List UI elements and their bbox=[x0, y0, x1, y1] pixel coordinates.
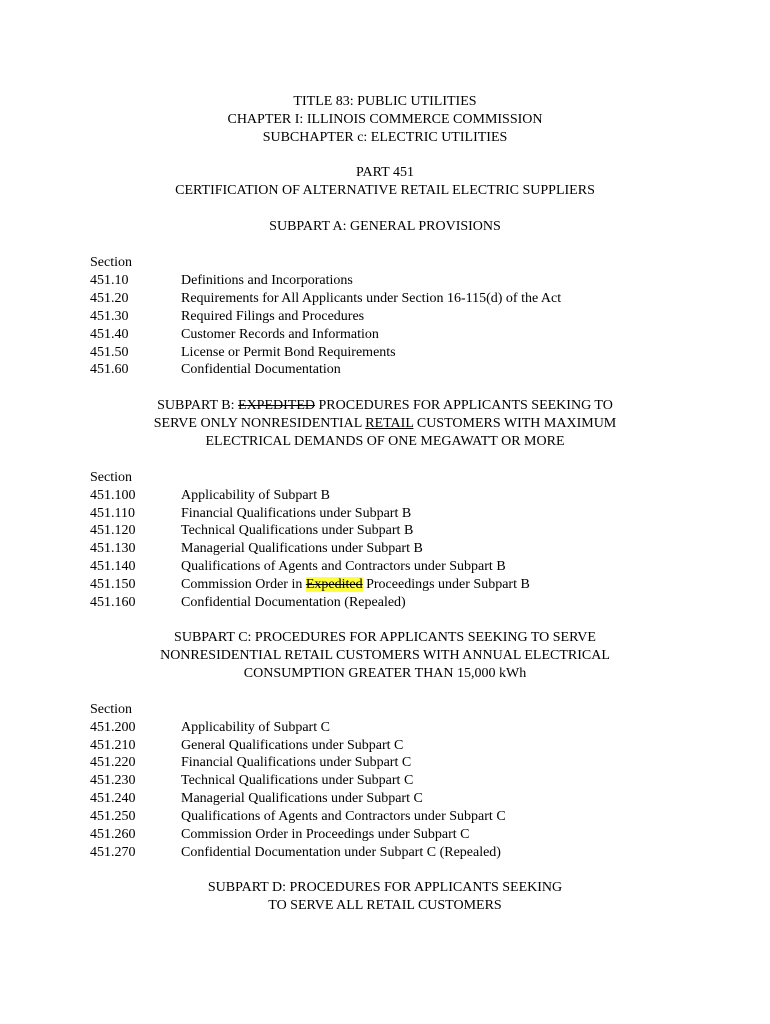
part-number: PART 451 bbox=[356, 165, 414, 180]
section-number: 451.260 bbox=[90, 827, 136, 842]
section-number: 451.250 bbox=[90, 809, 136, 824]
part-title: CERTIFICATION OF ALTERNATIVE RETAIL ELECTRIC SUPPLIERS bbox=[175, 183, 595, 198]
inserted-text: RETAIL bbox=[365, 416, 414, 431]
section-title: Customer Records and Information bbox=[181, 327, 379, 342]
section-label: Section bbox=[90, 702, 132, 717]
heading-text: SUBPART B: bbox=[157, 398, 239, 413]
section-number: 451.110 bbox=[90, 506, 135, 521]
section-title: Qualifications of Agents and Contractors under Subpart B bbox=[181, 559, 506, 574]
section-title: License or Permit Bond Requirements bbox=[181, 345, 396, 360]
section-title: Managerial Qualifications under Subpart B bbox=[181, 541, 423, 556]
section-number: 451.220 bbox=[90, 755, 136, 770]
subpart-b-heading-line2 bbox=[0, 415, 770, 433]
section-number: 451.50 bbox=[90, 345, 129, 360]
section-number: 451.20 bbox=[90, 291, 129, 306]
section-title: Technical Qualifications under Subpart C bbox=[181, 773, 414, 788]
section-number: 451.30 bbox=[90, 309, 129, 324]
section-number: 451.200 bbox=[90, 720, 136, 735]
section-title: Commission Order in Proceedings under Subpart C bbox=[181, 827, 470, 842]
title-line: TITLE 83: PUBLIC UTILITIES bbox=[293, 94, 477, 109]
section-number: 451.60 bbox=[90, 362, 129, 377]
struck-highlighted-text: Expedited bbox=[305, 577, 363, 592]
section-number: 451.270 bbox=[90, 845, 136, 860]
chapter-line: CHAPTER I: ILLINOIS COMMERCE COMMISSION bbox=[227, 112, 543, 127]
section-title bbox=[181, 576, 530, 594]
subpart-c-heading-line1: SUBPART C: PROCEDURES FOR APPLICANTS SEEKING TO SERVE bbox=[174, 630, 596, 645]
section-title: Qualifications of Agents and Contractors under Subpart C bbox=[181, 809, 506, 824]
subpart-d-heading-line2: TO SERVE ALL RETAIL CUSTOMERS bbox=[268, 898, 502, 913]
heading-text: PROCEDURES FOR APPLICANTS SEEKING TO bbox=[315, 398, 613, 413]
section-title: Requirements for All Applicants under Section 16-115(d) of the Act bbox=[181, 291, 562, 306]
section-number: 451.100 bbox=[90, 488, 136, 503]
section-title: Applicability of Subpart B bbox=[181, 488, 330, 503]
subpart-d-heading-line1: SUBPART D: PROCEDURES FOR APPLICANTS SEEKING bbox=[207, 880, 563, 895]
section-label: Section bbox=[90, 470, 132, 485]
subpart-c-heading-line3: CONSUMPTION GREATER THAN 15,000 kWh bbox=[243, 666, 527, 681]
section-title: Required Filings and Procedures bbox=[181, 309, 365, 324]
subpart-b-heading-line3: ELECTRICAL DEMANDS OF ONE MEGAWATT OR MORE bbox=[205, 434, 565, 449]
subpart-c-heading-line2: NONRESIDENTIAL RETAIL CUSTOMERS WITH ANNUAL ELECTRICAL bbox=[160, 648, 610, 663]
section-title: General Qualifications under Subpart C bbox=[181, 738, 404, 753]
title-text: Commission Order in bbox=[181, 577, 306, 592]
section-number: 451.210 bbox=[90, 738, 136, 753]
section-title: Confidential Documentation under Subpart C (Repealed) bbox=[181, 845, 501, 860]
section-number: 451.160 bbox=[90, 595, 136, 610]
section-title: Definitions and Incorporations bbox=[181, 273, 353, 288]
section-number: 451.230 bbox=[90, 773, 136, 788]
title-text: Proceedings under Subpart B bbox=[362, 577, 530, 592]
struck-text: EXPEDITED bbox=[238, 398, 316, 413]
section-number: 451.140 bbox=[90, 559, 136, 574]
subpart-b-heading-line1 bbox=[0, 397, 770, 415]
section-title: Confidential Documentation (Repealed) bbox=[181, 595, 406, 610]
heading-text: SERVE ONLY NONRESIDENTIAL bbox=[153, 416, 366, 431]
section-number: 451.40 bbox=[90, 327, 129, 342]
section-title: Technical Qualifications under Subpart B bbox=[181, 523, 414, 538]
section-title: Financial Qualifications under Subpart C bbox=[181, 755, 412, 770]
section-number: 451.120 bbox=[90, 523, 136, 538]
heading-text: CUSTOMERS WITH MAXIMUM bbox=[413, 416, 617, 431]
section-title: Confidential Documentation bbox=[181, 362, 341, 377]
section-number: 451.240 bbox=[90, 791, 136, 806]
section-number: 451.130 bbox=[90, 541, 136, 556]
section-label: Section bbox=[90, 255, 132, 270]
section-number: 451.150 bbox=[90, 577, 136, 592]
subchapter-line: SUBCHAPTER c: ELECTRIC UTILITIES bbox=[262, 130, 508, 145]
section-title: Managerial Qualifications under Subpart C bbox=[181, 791, 423, 806]
subpart-a-heading: SUBPART A: GENERAL PROVISIONS bbox=[269, 219, 501, 234]
section-title: Financial Qualifications under Subpart B bbox=[181, 506, 412, 521]
section-number: 451.10 bbox=[90, 273, 129, 288]
section-title: Applicability of Subpart C bbox=[181, 720, 330, 735]
